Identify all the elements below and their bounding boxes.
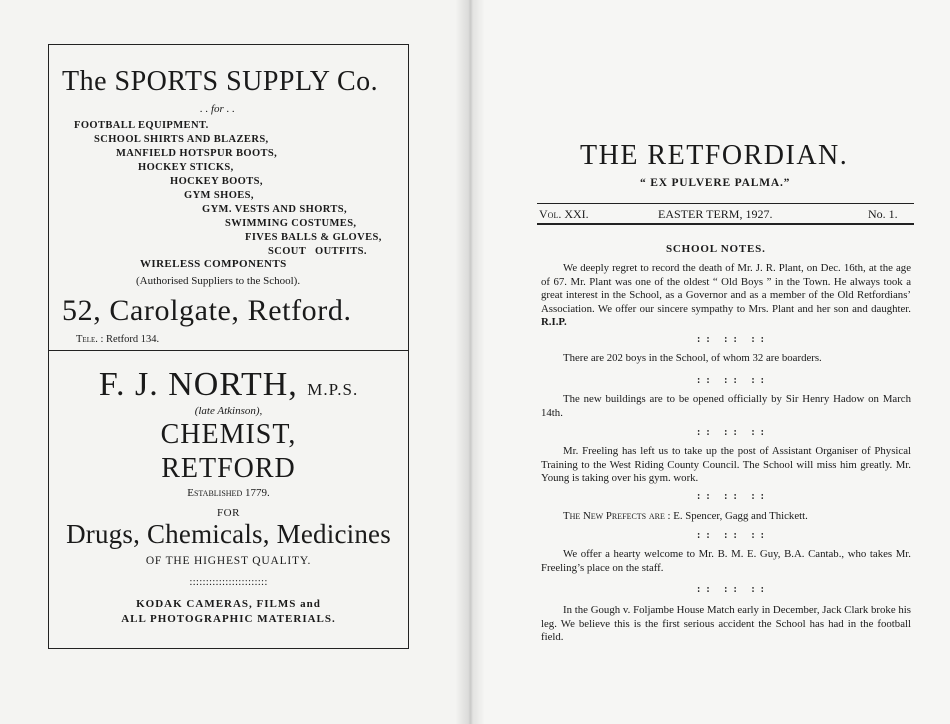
note-paragraph [541,262,911,330]
authorised-suppliers: (Authorised Suppliers to the School). [136,275,301,287]
sports-supply-title: The SPORTS SUPPLY Co. [62,66,379,97]
note-text: There are 202 boys in the School, of whom 32 are boarders. [563,352,822,364]
separator: :: :: :: [697,530,770,541]
ad-item: HOCKEY STICKS, [138,162,234,173]
sports-supply-address: 52, Carolgate, Retford. [62,294,352,327]
separator: :: :: :: [697,375,770,386]
note-text: In the Gough v. Foljambe House Match early in December, Jack Clark broke his leg. We believe this is the first serious accident the School has had in the football field. [541,604,911,644]
kodak-line-2: ALL PHOTOGRAPHIC MATERIALS. [121,613,336,625]
ad-item: MANFIELD HOTSPUR BOOTS, [116,148,278,159]
ad-item: SWIMMING COSTUMES, [225,218,357,229]
late-atkinson: (late Atkinson), [194,405,263,417]
term-line: EASTER TERM, 1927. [658,207,773,221]
note-paragraph [541,393,911,420]
rip-text: R.I.P. [541,316,567,329]
note-paragraph [541,548,911,575]
for-label: FOR [217,507,240,519]
telephone-label: Tele. : [76,334,104,345]
north-heading [0,366,457,404]
separator: :: :: :: [697,427,770,438]
prefects-label: The New Prefects are : [563,510,671,522]
note-text: We offer a hearty welcome to Mr. B. M. E. Guy, B.A. Cantab., who takes Mr. Freeling’s place on the staff. [541,548,911,574]
advertisement-divider [48,350,409,351]
masthead-rule-bottom [537,223,914,225]
ad-item: HOCKEY BOOTS, [170,176,263,187]
ad-item: FOOTBALL EQUIPMENT. [74,120,209,131]
separator: :: :: :: [697,584,770,595]
book-gutter [455,0,485,724]
wireless-components: WIRELESS COMPONENTS [140,258,287,270]
masthead-rule-top [537,203,914,204]
separator: :: :: :: [697,334,770,345]
drugs-heading: Drugs, Chemicals, Medicines [66,519,391,549]
ad-item: FIVES BALLS & GLOVES, [245,232,382,243]
established-line: Established 1779. [187,487,270,499]
note-text: Mr. Freeling has left us to take up the post of Assistant Organiser of Physical Training to the West Riding County Council. The School will miss him greatly. Mr. Young is taking over his gym. work. [541,445,911,485]
note-text: The new buildings are to be opened officially by Sir Henry Hadow on March 14th. [541,393,911,419]
ad-item: SCHOOL SHIRTS AND BLAZERS, [94,134,269,145]
ad-item: GYM. VESTS AND SHORTS, [202,204,348,215]
note-text: E. Spencer, Gagg and Thickett. [673,510,808,522]
north-qualification: M.P.S. [307,380,359,399]
separator: :: :: :: [697,491,770,502]
quality-line: OF THE HIGHEST QUALITY. [145,555,312,567]
ad-item: SCOUT OUTFITS. [268,246,367,257]
ad-item: GYM SHOES, [184,190,254,201]
chemist-town: RETFORD [161,453,296,484]
magazine-title: THE RETFORDIAN. [580,140,849,171]
issue-number: No. 1. [868,207,898,221]
note-paragraph [541,445,911,486]
for-line: . . for . . [200,103,235,115]
dotted-ornament: :::::::::::::::::::::::: [189,576,268,588]
note-paragraph [541,352,911,366]
note-text: We deeply regret to record the death of Mr. J. R. Plant, on Dec. 16th, at the age of 67. Mr. Plant was one of the oldest “ Old Boys ” in the Town. He always took a great interest in the School, as a Governor and as a member of the Old Retfordians’ Association. We offer our sincere sympathy to Mrs. Plant and her son and daughter. [541,262,911,315]
volume-number: Vol. XXI. [539,207,589,221]
chemist-heading: CHEMIST, [160,419,297,450]
telephone-number: Retford 134. [106,334,160,345]
note-paragraph [541,510,911,524]
telephone-line [76,334,159,345]
kodak-line-1: KODAK CAMERAS, FILMS and [136,598,321,610]
note-paragraph [541,604,911,645]
magazine-motto: “ EX PULVERE PALMA.” [640,177,791,189]
section-title: SCHOOL NOTES. [666,243,766,255]
north-name: F. J. NORTH, [98,366,298,403]
